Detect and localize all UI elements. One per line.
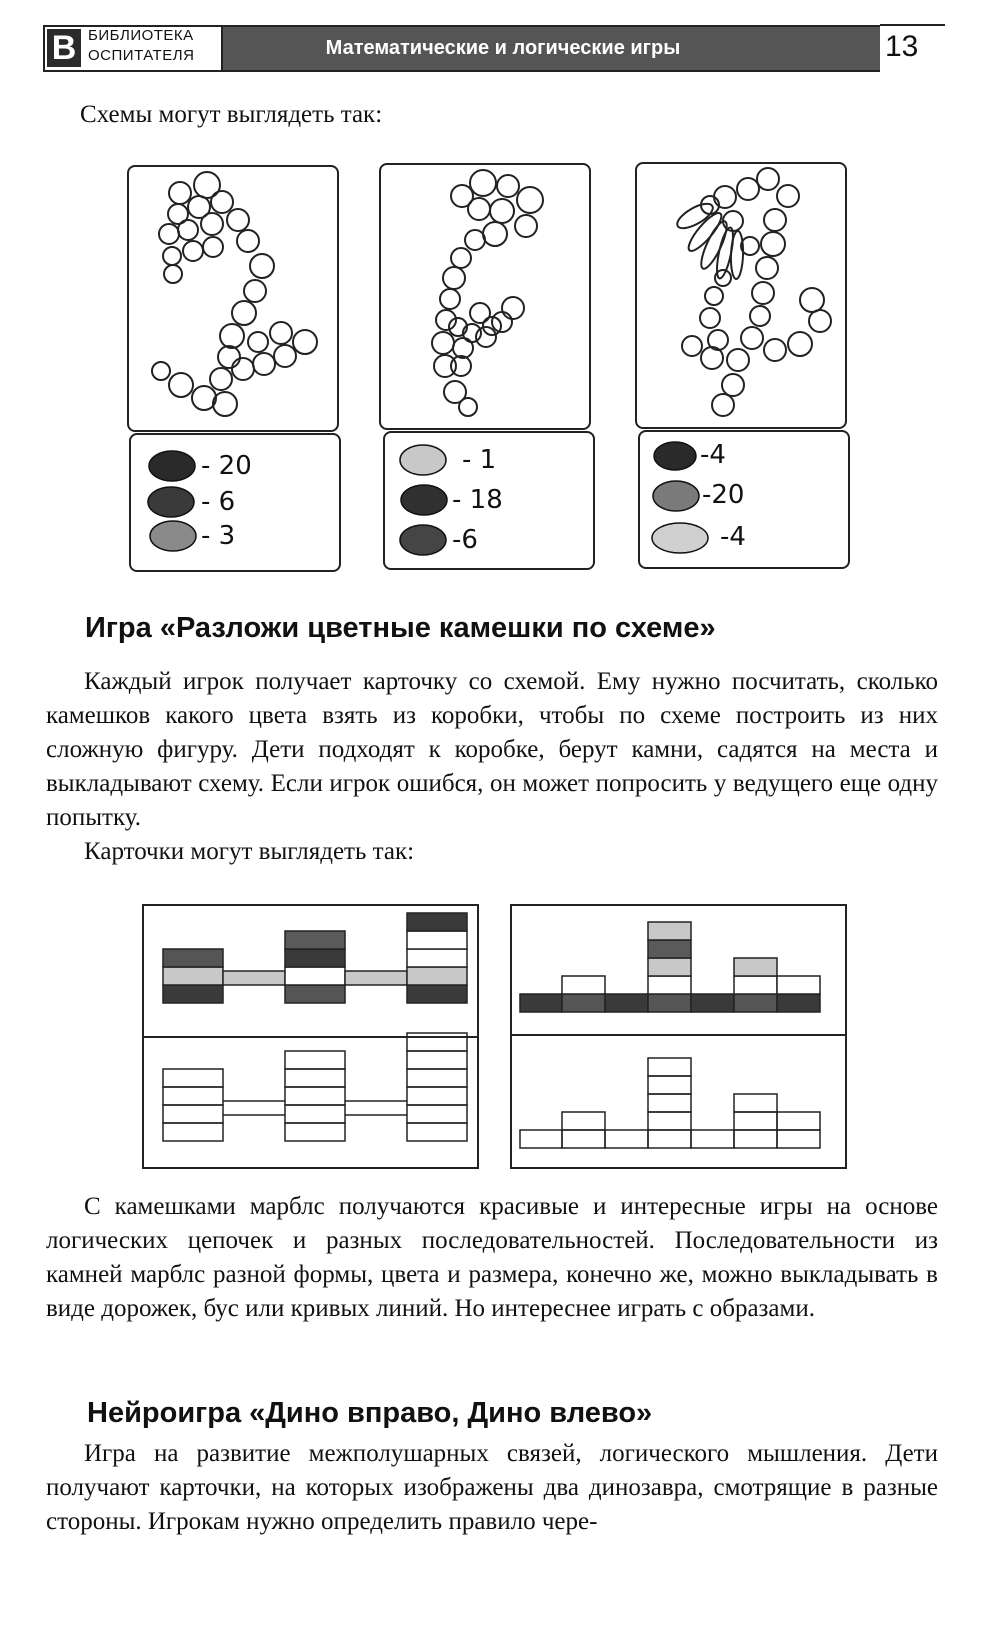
legend-stone bbox=[401, 485, 447, 515]
legend-label: -20 bbox=[702, 480, 745, 510]
legend-label: - 18 bbox=[452, 485, 503, 515]
section-title: Математические и логические игры bbox=[325, 37, 681, 59]
legend-label: -4 bbox=[720, 522, 746, 552]
legend-stone bbox=[150, 521, 196, 551]
scheme-card-3-beads bbox=[674, 168, 831, 416]
series-logo-letter: B bbox=[47, 29, 81, 67]
legend-label: - 20 bbox=[201, 451, 252, 481]
section2-paragraph: С камешками марблс получаются красивые и интересные игры на основе логических цепочек и разных последовательностей. Последовательности из камней марблс разной формы, цвета и размера, конечно же, можно выкладывать в виде дорожек, бус или кривых линий. Но интереснее играть с образами. bbox=[46, 1193, 938, 1322]
scheme-card-2-figure-frame bbox=[380, 164, 590, 429]
legend-stone bbox=[400, 445, 446, 475]
bar-card-1-pattern bbox=[163, 913, 467, 1003]
legend-stone bbox=[148, 487, 194, 517]
legend-stone bbox=[149, 451, 195, 481]
cards-intro: Карточки могут выглядеть так: bbox=[84, 838, 415, 865]
bar-card-1-blank bbox=[163, 1033, 467, 1141]
series-logo-line2: ОСПИТАТЕЛЯ bbox=[88, 47, 195, 64]
legend-stone bbox=[652, 523, 708, 553]
legend-stone bbox=[654, 442, 696, 470]
bar-card-2-pattern bbox=[520, 922, 820, 1012]
legend-label: -4 bbox=[700, 440, 726, 470]
page-number: 13 bbox=[885, 30, 919, 63]
legend-label: - 3 bbox=[201, 521, 236, 551]
legend-label: -6 bbox=[452, 525, 478, 555]
legend-stone bbox=[653, 481, 699, 511]
scheme-card-1-beads bbox=[152, 172, 317, 416]
section1-paragraph: Каждый игрок получает карточку со схемой. Ему нужно посчитать, сколько камешков какого цвета взять из коробки, чтобы по схеме построить из них сложную фигуру. Дети подходят к коробке, берут камни, садятся на места и выкладывают схему. Если игрок ошибся, он может попросить у ведущего еще одну попытку. bbox=[46, 668, 938, 831]
scheme-card-3-figure-frame bbox=[636, 163, 846, 428]
bar-card-2-blank bbox=[520, 1058, 820, 1148]
legend-label: - 1 bbox=[462, 445, 497, 475]
series-logo-line1: БИБЛИОТЕКА bbox=[88, 27, 194, 44]
section1-heading: Игра «Разложи цветные камешки по схеме» bbox=[85, 612, 716, 644]
legend-stones-card-2 bbox=[400, 445, 447, 555]
legend-stone bbox=[400, 525, 446, 555]
legend-label: - 6 bbox=[201, 487, 236, 517]
section3-paragraph: Игра на развитие межполушарных связей, логического мышления. Дети получают карточки, на которых изображены два динозавра, смотрящие в разные стороны. Игрокам нужно определить правило чере- bbox=[46, 1440, 938, 1535]
bar-cards bbox=[0, 890, 1000, 1180]
scheme-card-2-beads bbox=[432, 170, 543, 416]
section3-heading: Нейроигра «Дино вправо, Дино влево» bbox=[87, 1397, 653, 1429]
schemes-intro: Схемы могут выглядеть так: bbox=[80, 101, 383, 128]
legend-stones-card-1 bbox=[148, 451, 196, 551]
